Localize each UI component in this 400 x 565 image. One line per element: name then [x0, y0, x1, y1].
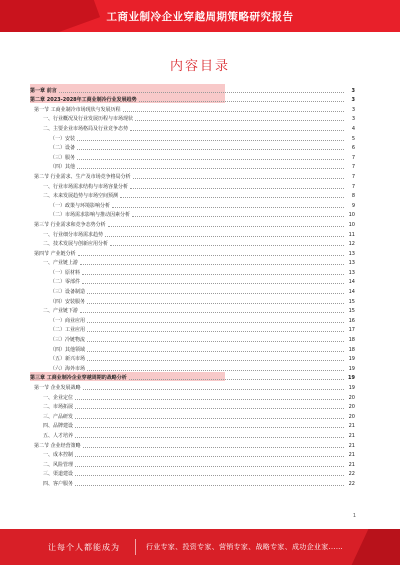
- toc-entry-page: 22: [348, 480, 355, 487]
- toc-entry-label: 一、企业定位: [43, 394, 74, 401]
- toc-entry[interactable]: [30, 84, 355, 94]
- toc-entry-label: 三、渠道建设: [43, 471, 74, 478]
- toc-entry-page: 11: [348, 231, 355, 238]
- toc-entry[interactable]: [30, 468, 355, 478]
- toc-entry-label: （二）设备: [50, 145, 76, 152]
- toc-entry-page: 22: [348, 471, 355, 478]
- toc-entry-label: （三）冷链物流: [50, 337, 86, 344]
- toc-entry[interactable]: [30, 238, 355, 248]
- toc-entry-page: 14: [348, 289, 355, 296]
- toc-entry-label: 四、品牌建设: [43, 423, 74, 430]
- toc-entry-label: 第三节 行业需求和竞争态势分析: [34, 221, 106, 228]
- toc-leader-dots: [87, 370, 344, 371]
- toc-entry-label: （三）服务: [50, 154, 76, 161]
- toc-entry[interactable]: [30, 170, 355, 180]
- toc-entry-page: 21: [348, 432, 355, 439]
- toc-entry-label: （四）安装服务: [50, 298, 86, 305]
- footer-slogan: 让每个人都能成为: [48, 543, 120, 552]
- toc-entry[interactable]: [30, 420, 355, 430]
- toc-entry[interactable]: [30, 247, 355, 257]
- toc-entry-page: 10: [348, 212, 355, 219]
- toc-entry-page: 3: [351, 106, 355, 113]
- toc-leader-dots: [75, 456, 344, 457]
- toc-leader-dots: [87, 303, 344, 304]
- toc-entry-label: （二）零部件: [50, 279, 81, 286]
- toc-entry-page: 7: [351, 164, 355, 171]
- toc-entry[interactable]: [30, 142, 355, 152]
- toc-leader-dots: [108, 226, 344, 227]
- toc-entry-page: 4: [351, 125, 355, 132]
- toc-entry[interactable]: [30, 295, 355, 305]
- toc-entry-page: 20: [348, 404, 355, 411]
- toc-entry-label: （一）原材料: [50, 269, 81, 276]
- toc-entry-page: 15: [348, 308, 355, 315]
- toc-leader-dots: [87, 322, 344, 323]
- toc-entry[interactable]: [30, 199, 355, 209]
- footer-decoration: [352, 529, 400, 565]
- toc-leader-dots: [59, 92, 344, 93]
- toc-entry-label: （二）工业应用: [50, 327, 86, 334]
- toc-entry-label: 一、成本控制: [43, 452, 74, 459]
- toc-entry-page: 21: [348, 452, 355, 459]
- toc-entry-page: 19: [348, 365, 355, 372]
- toc-leader-dots: [133, 178, 344, 179]
- toc-entry-label: 第一节 工商业制冷市场现状与发展历程: [34, 106, 121, 113]
- toc-entry[interactable]: [30, 132, 355, 142]
- toc-entry[interactable]: [30, 276, 355, 286]
- footer-tagline: 行业专家、投资专家、营销专家、战略专家、成功企业家……: [146, 543, 344, 551]
- toc-leader-dots: [77, 140, 344, 141]
- toc-entry-label: （四）其他领域: [50, 346, 86, 353]
- toc-entry-label: 一、行业细分市场需求趋势: [43, 231, 104, 238]
- table-of-contents: [30, 84, 355, 487]
- page-number: 1: [352, 513, 356, 519]
- toc-leader-dots: [83, 389, 344, 390]
- toc-entry-label: 第一节 企业发展战略: [34, 385, 81, 391]
- toc-leader-dots: [75, 399, 344, 400]
- toc-entry-page: 8: [351, 193, 355, 200]
- toc-entry[interactable]: [30, 209, 355, 219]
- toc-entry-label: （二）市场需求影响与推动因素分析: [50, 212, 131, 219]
- toc-entry-label: （三）设备制造: [50, 289, 86, 296]
- toc-leader-dots: [87, 331, 344, 332]
- toc-entry-label: 四、客户服务: [43, 480, 74, 487]
- toc-entry-label: 二、主要企业市场格局及行业竞争态势: [43, 125, 129, 132]
- toc-entry-page: 14: [348, 279, 355, 286]
- toc-entry-page: 19: [348, 375, 355, 382]
- toc-entry-label: 五、人才培养: [43, 432, 74, 439]
- toc-entry-page: 20: [348, 413, 355, 420]
- toc-entry[interactable]: [30, 257, 355, 267]
- toc-entry-label: （四）其他: [50, 164, 76, 171]
- toc-entry-label: （六）海外市场: [50, 365, 86, 372]
- toc-entry[interactable]: [30, 122, 355, 132]
- toc-entry-label: 一、行业市场需求结构与市场容量分析: [43, 183, 129, 190]
- toc-entry[interactable]: [30, 103, 355, 113]
- toc-entry[interactable]: [30, 401, 355, 411]
- toc-entry[interactable]: [30, 439, 355, 449]
- toc-leader-dots: [130, 188, 344, 189]
- toc-entry[interactable]: [30, 161, 355, 171]
- toc-entry-page: 18: [348, 337, 355, 344]
- toc-entry[interactable]: [30, 314, 355, 324]
- toc-entry-page: 16: [348, 317, 355, 324]
- toc-entry-label: 第四节 产业链分析: [34, 250, 76, 257]
- toc-entry[interactable]: [30, 333, 355, 343]
- toc-leader-dots: [77, 168, 344, 169]
- toc-leader-dots: [75, 408, 344, 409]
- toc-entry[interactable]: [30, 343, 355, 353]
- toc-leader-dots: [87, 360, 344, 361]
- toc-leader-dots: [82, 283, 344, 284]
- toc-leader-dots: [80, 312, 344, 313]
- toc-leader-dots: [75, 418, 344, 419]
- toc-entry[interactable]: [30, 113, 355, 123]
- toc-entry-page: 3: [351, 116, 355, 123]
- toc-entry[interactable]: [30, 218, 355, 228]
- toc-entry-page: 3: [351, 87, 355, 94]
- toc-leader-dots: [87, 341, 344, 342]
- toc-entry-page: 15: [348, 298, 355, 305]
- toc-entry-page: 5: [351, 135, 355, 142]
- toc-entry[interactable]: [30, 372, 355, 382]
- toc-entry[interactable]: [30, 391, 355, 401]
- toc-entry[interactable]: [30, 266, 355, 276]
- toc-entry-label: 第二章 2023-2028年工商业制冷行业发展趋势: [30, 97, 137, 104]
- toc-leader-dots: [129, 379, 344, 380]
- toc-leader-dots: [75, 437, 344, 438]
- toc-entry[interactable]: [30, 353, 355, 363]
- toc-leader-dots: [83, 447, 344, 448]
- toc-leader-dots: [75, 427, 344, 428]
- toc-entry[interactable]: [30, 305, 355, 315]
- report-header: [0, 0, 400, 32]
- toc-entry-label: 第三章 工商业制冷企业穿越周期的战略分析: [30, 375, 127, 382]
- toc-leader-dots: [75, 475, 344, 476]
- toc-entry-label: 一、产业链上游: [43, 260, 79, 267]
- toc-entry-page: 6: [351, 145, 355, 152]
- toc-leader-dots: [110, 245, 344, 246]
- toc-leader-dots: [75, 466, 344, 467]
- toc-leader-dots: [87, 351, 344, 352]
- toc-leader-dots: [123, 111, 344, 112]
- toc-entry-page: 13: [348, 260, 355, 267]
- toc-entry-page: 20: [348, 394, 355, 401]
- toc-leader-dots: [139, 101, 344, 102]
- toc-entry-page: 7: [351, 154, 355, 161]
- toc-entry-label: 二、风险管理: [43, 461, 74, 468]
- toc-leader-dots: [120, 197, 344, 198]
- toc-entry[interactable]: [30, 458, 355, 468]
- toc-entry-page: 18: [348, 346, 355, 353]
- toc-entry-label: 二、未来发展趋势与市场空间预测: [43, 193, 119, 200]
- footer-divider: [135, 539, 136, 555]
- toc-entry-label: 第一章 前言: [30, 87, 57, 94]
- toc-leader-dots: [130, 130, 344, 131]
- toc-entry-page: 19: [348, 385, 355, 391]
- toc-entry[interactable]: [30, 94, 355, 104]
- toc-leader-dots: [75, 485, 344, 486]
- toc-leader-dots: [77, 159, 344, 160]
- toc-entry[interactable]: [30, 381, 355, 391]
- toc-entry-page: 3: [351, 97, 355, 104]
- toc-leader-dots: [105, 236, 344, 237]
- toc-entry-page: 17: [348, 327, 355, 334]
- toc-entry-page: 9: [351, 202, 355, 209]
- toc-entry-label: （一）政策与环境影响分析: [50, 202, 111, 209]
- toc-entry-label: 二、产业链下游: [43, 308, 79, 315]
- toc-leader-dots: [82, 274, 344, 275]
- toc-entry-label: （一）商业应用: [50, 317, 86, 324]
- toc-entry[interactable]: [30, 285, 355, 295]
- toc-entry[interactable]: [30, 190, 355, 200]
- toc-leader-dots: [77, 149, 344, 150]
- toc-entry-label: 二、技术发展与创新应用分析: [43, 241, 109, 248]
- toc-entry-page: 21: [348, 442, 355, 449]
- toc-leader-dots: [132, 216, 344, 217]
- toc-entry-page: 21: [348, 423, 355, 430]
- toc-entry[interactable]: [30, 151, 355, 161]
- toc-entry[interactable]: [30, 477, 355, 487]
- toc-entry[interactable]: [30, 324, 355, 334]
- toc-entry[interactable]: [30, 449, 355, 459]
- toc-leader-dots: [112, 207, 344, 208]
- report-title: 工商业制冷企业穿越周期策略研究报告: [106, 11, 294, 23]
- toc-entry-label: （五）新兴市场: [50, 356, 86, 363]
- toc-entry-label: （一）安装: [50, 135, 76, 142]
- toc-entry-page: 13: [348, 250, 355, 257]
- report-footer: [0, 529, 400, 565]
- toc-entry[interactable]: [30, 429, 355, 439]
- toc-entry-page: 12: [348, 241, 355, 248]
- toc-entry-page: 13: [348, 269, 355, 276]
- toc-leader-dots: [78, 255, 344, 256]
- toc-entry[interactable]: [30, 180, 355, 190]
- toc-entry-label: 第二节 行业需求、生产及市场竞争格局分析: [34, 173, 131, 180]
- toc-entry-page: 7: [351, 183, 355, 190]
- toc-entry[interactable]: [30, 362, 355, 372]
- toc-leader-dots: [80, 264, 344, 265]
- toc-entry-page: 7: [351, 173, 355, 180]
- toc-leader-dots: [87, 293, 344, 294]
- toc-entry-page: 10: [348, 221, 355, 228]
- toc-entry-label: 第二节 企业经营策略: [34, 442, 81, 449]
- toc-entry-label: 一、行业概况及行业发展历程与市场现状: [43, 116, 134, 123]
- toc-entry-page: 21: [348, 461, 355, 468]
- toc-entry-label: 三、产品研发: [43, 413, 74, 420]
- toc-entry[interactable]: [30, 228, 355, 238]
- toc-entry-label: 二、市场拓展: [43, 404, 74, 411]
- toc-heading: 内容目录: [169, 59, 230, 74]
- toc-entry[interactable]: [30, 410, 355, 420]
- toc-entry-page: 19: [348, 356, 355, 363]
- toc-leader-dots: [135, 120, 344, 121]
